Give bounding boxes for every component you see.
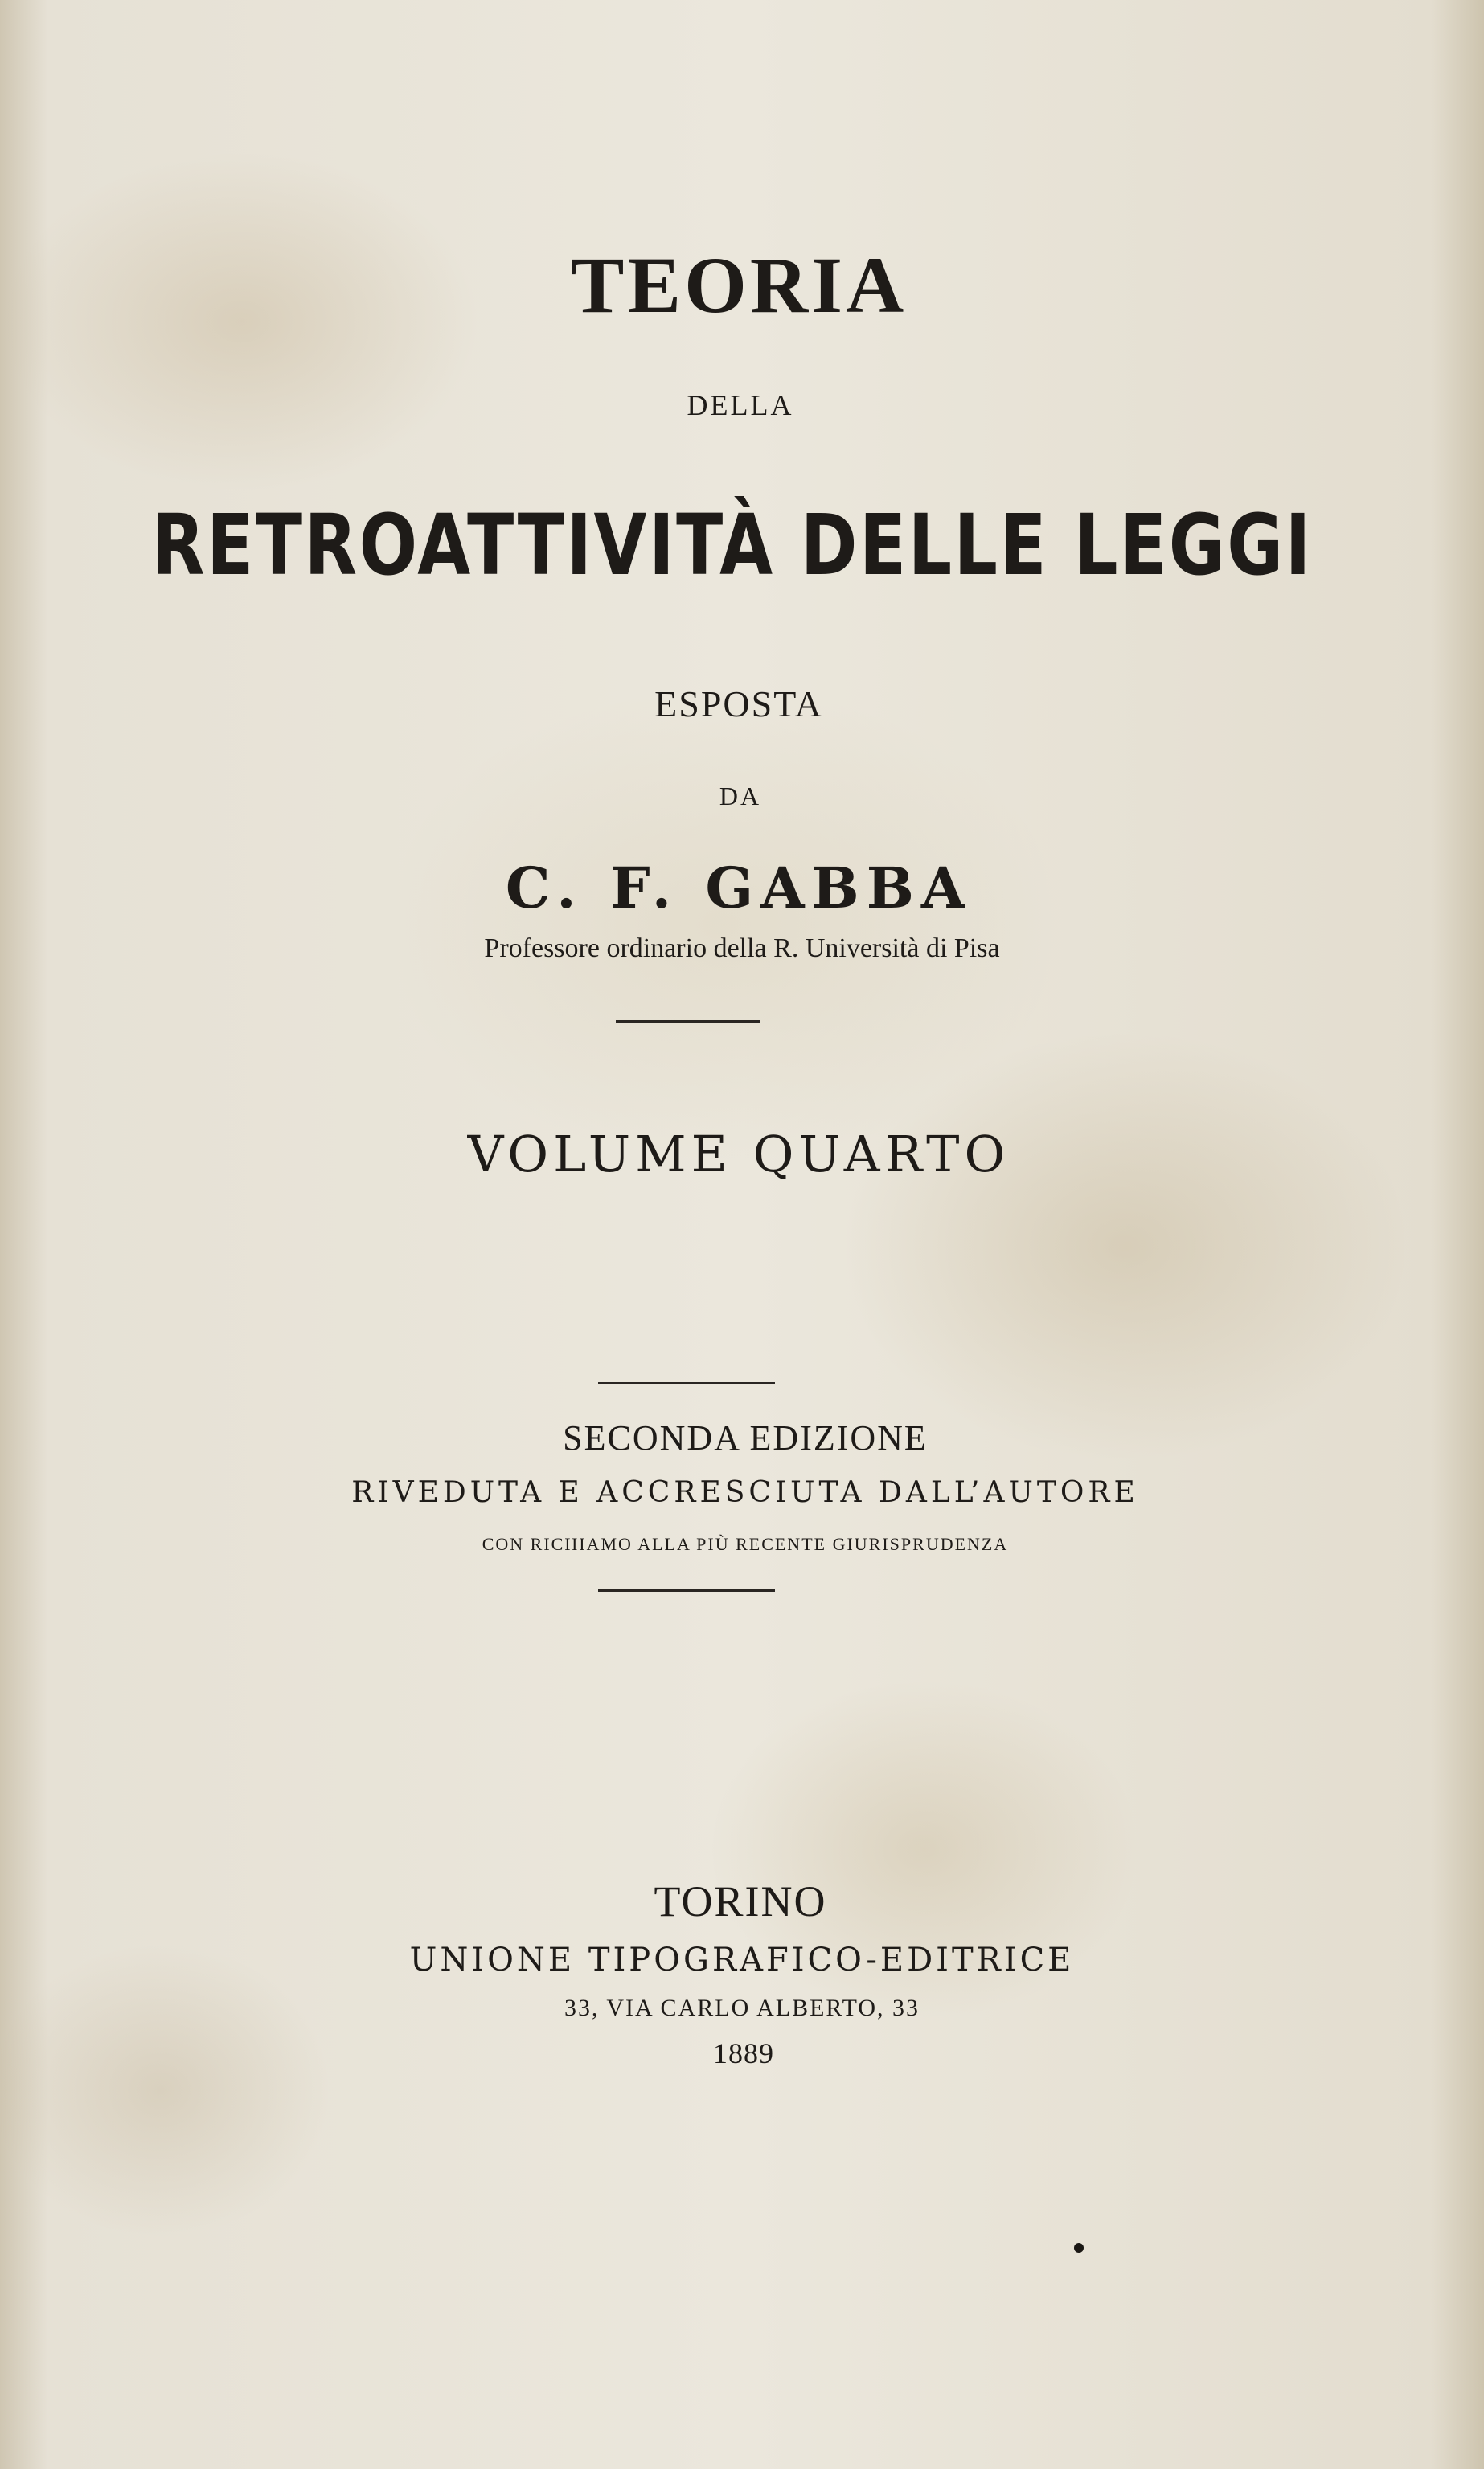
esposta-label: ESPOSTA [654,683,823,724]
divider-rule [598,1589,775,1592]
imprint-address: 33, VIA CARLO ALBERTO, 33 [564,1995,920,2021]
imprint-publisher: UNIONE TIPOGRAFICO-EDITRICE [409,1942,1075,1979]
edition-subnote: CON RICHIAMO ALLA PIÙ RECENTE GIURISPRUDENZA [482,1534,1009,1554]
imprint-city: TORINO [654,1877,827,1926]
author-name: C. F. GABBA [505,855,973,921]
edition-note: RIVEDUTA E ACCRESCIUTA DALL’AUTORE [351,1476,1139,1509]
edition-label: SECONDA EDIZIONE [563,1418,928,1458]
volume-label: VOLUME QUARTO [467,1125,1011,1183]
imprint-year: 1889 [713,2037,774,2069]
title-line-della: DELLA [687,389,794,421]
divider-rule [598,1382,775,1384]
main-title: RETROATTIVITÀ DELLE LEGGI [152,496,1313,594]
ink-speck [1074,2243,1084,2253]
author-affiliation: Professore ordinario della R. Università di Pisa [484,933,1000,963]
title-line-teoria: TEORIA [570,240,908,330]
divider-rule [616,1020,760,1023]
da-label: DA [719,781,762,810]
